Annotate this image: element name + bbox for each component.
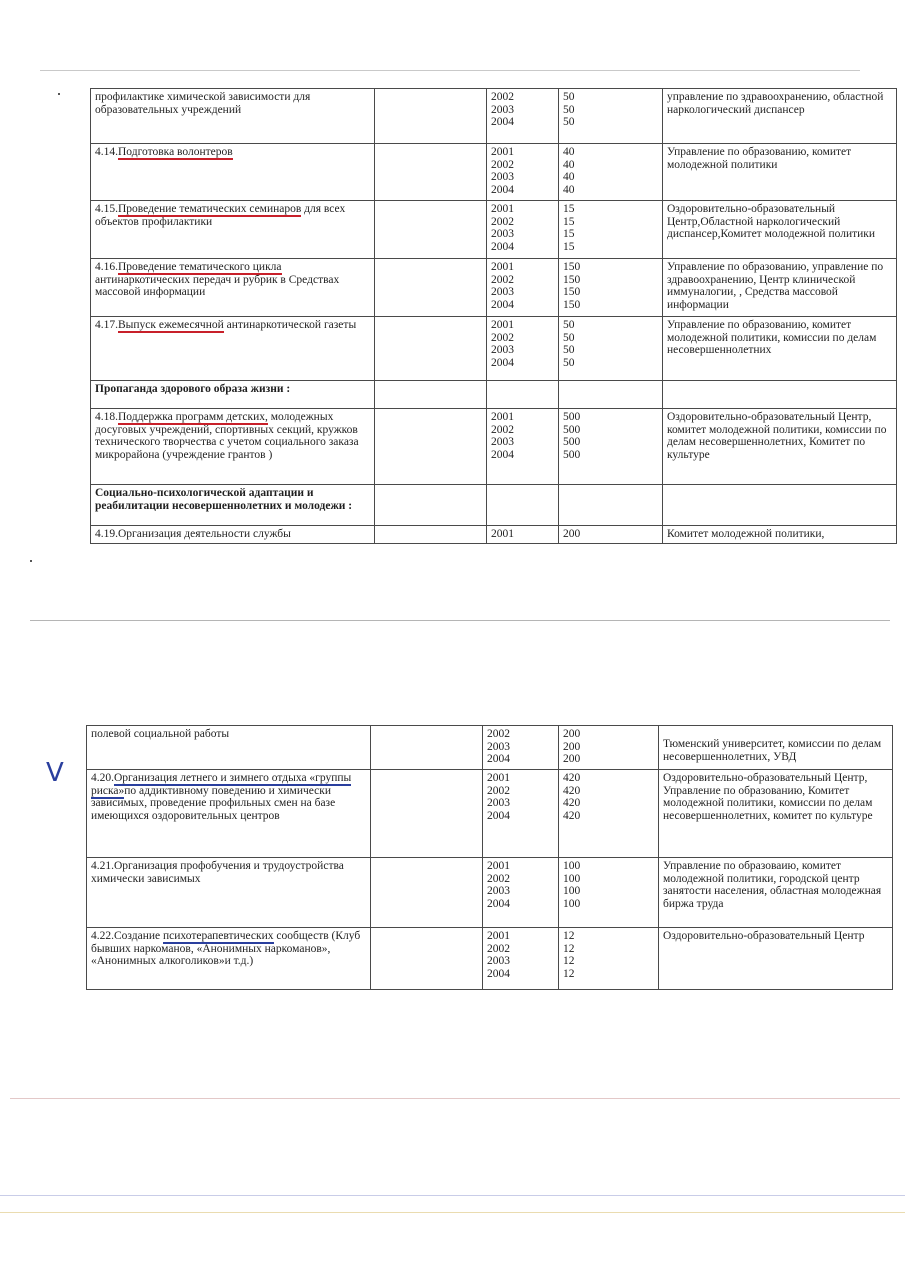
empty-cell (375, 381, 487, 409)
table-row (87, 726, 893, 770)
blue-underlined-title: психотерапевтических (163, 930, 274, 942)
amounts-cell: 150 150 150 150 (559, 259, 663, 317)
table-row (91, 144, 897, 201)
scan-artifact-line (40, 70, 860, 71)
measure-rest: сообществ (Клуб бывших наркоманов, «Анонимных наркоманов», «Анонимных алкоголиков»и т.д.) (91, 930, 361, 967)
amounts-cell: 12 12 12 12 (559, 928, 659, 990)
executor-cell: Управление по образованию, комитет молодежной политики, комиссии по делам несовершеннолетних (663, 317, 897, 381)
item-number: 4.20. (91, 772, 114, 784)
scan-speck (30, 560, 32, 562)
years-cell: 2001 2002 2003 2004 (487, 317, 559, 381)
item-number: 4.15. (95, 203, 118, 215)
measure-prefix: Создание (114, 930, 163, 942)
table-row (91, 409, 897, 485)
measure-text: 4.19.Организация деятельности службы (91, 526, 375, 544)
years-cell: 2001 2002 2003 2004 (487, 259, 559, 317)
executor-cell: Комитет молодежной политики, (663, 526, 897, 544)
table-row (91, 259, 897, 317)
table-row (91, 317, 897, 381)
measure-text (91, 259, 375, 317)
item-number: 4.22. (91, 930, 114, 942)
empty-cell (371, 858, 483, 928)
section-row (91, 381, 897, 409)
measure-rest: для всех объектов профилактики (95, 203, 346, 228)
measures-table-bottom (86, 725, 893, 990)
empty-cell (375, 526, 487, 544)
executor-cell: Оздоровительно-образовательный Центр (659, 928, 893, 990)
measure-rest: антинаркотической газеты (223, 319, 357, 331)
empty-cell (375, 89, 487, 144)
scan-artifact-line (0, 1212, 905, 1213)
empty-cell (663, 381, 897, 409)
measure-text: профилактике химической зависимости для образовательных учреждений (91, 89, 375, 144)
red-underlined-title: Подготовка волонтеров (118, 146, 233, 158)
measure-text (91, 144, 375, 201)
years-cell: 2001 2002 2003 2004 (483, 928, 559, 990)
item-number: 4.16. (95, 261, 118, 273)
item-number: 4.18. (95, 411, 118, 423)
years-cell: 2001 2002 2003 2004 (487, 144, 559, 201)
item-number: 4.14. (95, 146, 118, 158)
item-number: 4.17. (95, 319, 118, 331)
executor-cell: управление по здравоохранению, областной наркологический диспансер (663, 89, 897, 144)
years-cell: 2002 2003 2004 (487, 89, 559, 144)
empty-cell (375, 144, 487, 201)
empty-cell (371, 928, 483, 990)
amounts-cell: 50 50 50 50 (559, 317, 663, 381)
measure-text: полевой социальной работы (87, 726, 371, 770)
empty-cell (371, 770, 483, 858)
empty-cell (375, 259, 487, 317)
empty-cell (375, 201, 487, 259)
amounts-cell: 500 500 500 500 (559, 409, 663, 485)
amounts-cell: 420 420 420 420 (559, 770, 659, 858)
measure-text: 4.21.Организация профобучения и трудоустройства химически зависимых (87, 858, 371, 928)
amounts-cell: 40 40 40 40 (559, 144, 663, 201)
scan-speck (58, 93, 60, 95)
table-row (87, 858, 893, 928)
section-heading: Социально-психологической адаптации и реабилитации несовершеннолетних и молодежи : (91, 485, 375, 526)
amounts-cell: 50 50 50 (559, 89, 663, 144)
empty-cell (375, 485, 487, 526)
executor-cell: Управление по образованию, комитет молодежной политики (663, 144, 897, 201)
red-underlined-title: Проведение тематического цикла (118, 261, 282, 273)
empty-cell (371, 726, 483, 770)
measure-text (91, 317, 375, 381)
amounts-cell: 100 100 100 100 (559, 858, 659, 928)
measure-rest: антинаркотических передач и рубрик в Средствах массовой информации (95, 273, 340, 298)
amounts-cell: 15 15 15 15 (559, 201, 663, 259)
table-row (91, 526, 897, 544)
executor-cell: Оздоровительно-образовательный Центр, комитет молодежной политики, комиссии по делам несовершеннолетних, Комитет по культуре (663, 409, 897, 485)
executor-cell (659, 726, 893, 770)
measure-text (91, 409, 375, 485)
executor-cell: Управление по образованию, управление по здравоохранению, Центр клинической иммуналогии, , Средства массовой информации (663, 259, 897, 317)
years-cell: 2001 2002 2003 2004 (487, 409, 559, 485)
empty-cell (663, 485, 897, 526)
amounts-cell: 200 200 200 (559, 726, 659, 770)
executor-cell: Управление по образоваию, комитет молодежной политики, городской центр занятости населения, областная молодежная биржа труда (659, 858, 893, 928)
red-underlined-title: Поддержка программ детских, (118, 411, 268, 423)
section-heading: Пропаганда здорового образа жизни : (91, 381, 375, 409)
blue-underlined-title: Организация летнего и зимнего отдыха «группы риска» (91, 772, 352, 797)
section-row (91, 485, 897, 526)
years-cell: 2001 (487, 526, 559, 544)
amounts-cell: 200 (559, 526, 663, 544)
years-cell: 2001 2002 2003 2004 (483, 858, 559, 928)
empty-cell (487, 485, 559, 526)
years-cell: 2001 2002 2003 2004 (487, 201, 559, 259)
empty-cell (559, 381, 663, 409)
red-underlined-title: Выпуск ежемесячной (118, 319, 224, 331)
red-underlined-title: Проведение тематических семинаров (118, 203, 302, 215)
table-row (87, 770, 893, 858)
scan-artifact-line (0, 1195, 905, 1196)
empty-cell (487, 381, 559, 409)
empty-cell (375, 409, 487, 485)
empty-cell (375, 317, 487, 381)
handwritten-check-mark: V (46, 758, 64, 788)
years-cell: 2001 2002 2003 2004 (483, 770, 559, 858)
measure-rest: по аддиктивному поведению и химически зависимых, проведение профильных смен на базе имеющихся оздоровительных центров (91, 784, 336, 822)
executor-text: Тюменский университет, комиссии по делам несовершеннолетних, УВД (663, 738, 882, 763)
years-cell: 2002 2003 2004 (483, 726, 559, 770)
measure-text (91, 201, 375, 259)
executor-cell: Оздоровительно-образовательный Центр,Областной наркологический диспансер,Комитет молодежной политики (663, 201, 897, 259)
measure-rest: молодежных досуговых учреждений, спортивных секций, кружков технического творчества с учетом социального заказа микрорайона (учреждение грантов ) (95, 411, 359, 461)
table-row (91, 89, 897, 144)
page-fold-line (30, 620, 890, 621)
measures-table-top (90, 88, 897, 544)
measure-text (87, 770, 371, 858)
executor-cell: Оздоровительно-образовательный Центр, Управление по образованию, Комитет молодежной политики, комиссии по делам несовершеннолетних, комитет по культуре (659, 770, 893, 858)
table-row (87, 928, 893, 990)
measure-text (87, 928, 371, 990)
table-row (91, 201, 897, 259)
scan-artifact-line (10, 1098, 900, 1099)
empty-cell (559, 485, 663, 526)
